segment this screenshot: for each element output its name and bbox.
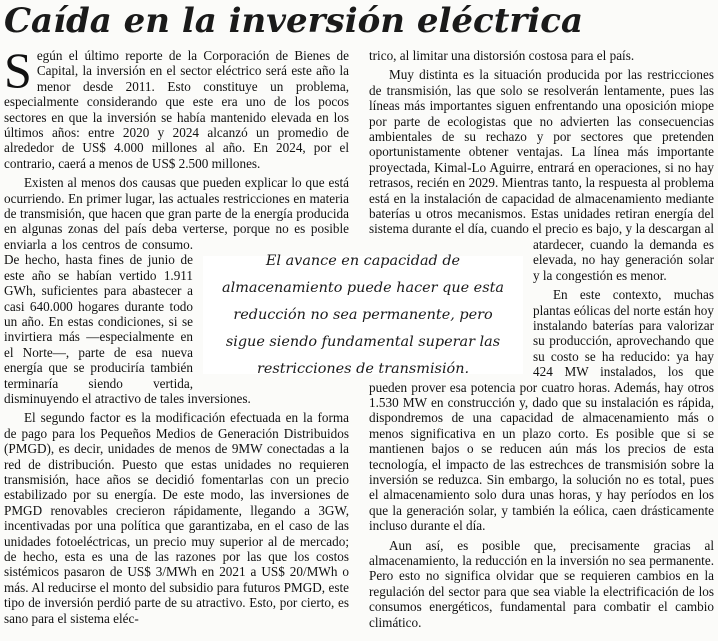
article-paragraph: Según el último reporte de la Corporación de Bienes de Capital, la inversión en el sector eléctrico será este año la menor desde 2011. Esto constituye un problema, especialmente considerando que este era uno de los pocos sectores en que la inversión se había mantenido elevada en los últimos años: entre 2020 y 2024 alcanzó un promedio de alrededor de US$ 4.000 millones al año. En 2024, por el contrario, caerá a menos de US$ 2.500 millones. (4, 42, 349, 171)
article-paragraph: En este contexto, muchas plantas eólicas del norte están hoy instalando baterías para valorizar su producción, aprovechando que su costo se ha reducido: ya hay 424 MW instalados, los que pueden prover esa potencia por cuatro horas. Además, hay otros 1.530 MW en construcción y, dado que su instalación es rápida, dispondremos de una capacidad de almacenamiento más o menos significativa en un plazo corto. Es posible que si se mantienen bajos o se reducen aún más los precios de esta tecnología, el impacto de las estrechces de transmisión sobre la inversión se reduzca. Sin embargo, la solución no es total, pues el almacenamiento solo dura unas horas, y hay períodos en los que la generación solar, y también la eólica, caen drásticamente incluso durante el día. (369, 287, 714, 534)
article-paragraph: El segundo factor es la modificación efectuada en la forma de pago para los Pequeños Medios de Generación Distribuidos (PMGD), es decir, unidades de menos de 9MW conectadas a la red de distribución. Puesto que estas unidades no requieren transmisión, hace años se decidió fomentarlas con un precio estabilizado por su energía. De este modo, las inversiones de PMGD renovables crecieron rápidamente, llegando a 3GW, incentivadas por una política que garantizaba, en el caso de las unidades fotoeléctricas, un precio muy superior al de mercado; de hecho, esta es una de las razones por las que los costos sistémicos pasaron de US$ 3/MWh en 2021 a US$ 20/MWh o más. Al reducirse el monto del subsidio para futuros PMGD, este tipo de inversión perdió parte de su atractivo. Esto, por cierto, es sano para el sistema eléc- (4, 410, 349, 626)
pullquote-text: El avance en capacidad de almacenamiento puede hacer que esta reducción no sea permanente, pero sigue siendo fundamental superar las restricciones de transmisión. (222, 252, 504, 377)
article-title: Caída en la inversión eléctrica (4, 1, 583, 41)
article-paragraph: Existen al menos dos causas que pueden explicar lo que está ocurriendo. En primer lugar, las actuales restricciones en materia de transmisión, que hacen que gran parte de la energía producida en algunas zonas del país deba verterse, porque no es posible enviarla a los centros de consumo. De hecho, hasta fines de junio de este año se habían vertido 1.911 GWh, suficientes para abastecer a casi 640.000 hogares durante todo un año. En estas condiciones, si se invirtiera más —especialmente en el Norte—, parte de esa nueva energía que se produciría también terminaría siendo vertida, disminuyendo el atractivo de tales inversiones. (4, 175, 349, 406)
article-paragraph: Aun así, es posible que, precisamente gracias al almacenamiento, la reducción en la inversión no sea permanente. Pero esto no significa olvidar que se requieren cambios en la regulación del sector para que sea viable la electrificación de los consumos energéticos, fundamental para combatir el cambio climático. (369, 537, 714, 630)
drop-cap: S (4, 42, 32, 98)
article-paragraph: Muy distinta es la situación producida por las restricciones de transmisión, las que solo se resolverán lentamente, pues las líneas más importantes siguen enfrentando una oposición miope por parte de ecologistas que no advierten las consecuencias ambientales de su rechazo y por sectores que pretenden oportunistamente obtener ventajas. La línea más importante proyectada, Kimal-Lo Aguirre, entrará en operaciones, si no hay retrasos, recién en 2029. Mientras tanto, la respuesta al problema está en la instalación de capacidad de almacenamiento mediante baterías u otros mecanismos. Estas unidades retiran energía del sistema durante el día, cuando el precio es bajo, y la descargan al atardecer, cuando la demanda es elevada, no hay generación solar y la congestión es menor. (369, 67, 714, 283)
article-paragraph: trico, al limitar una distorsión costosa para el país. (369, 48, 635, 63)
pullquote-box (203, 252, 523, 377)
